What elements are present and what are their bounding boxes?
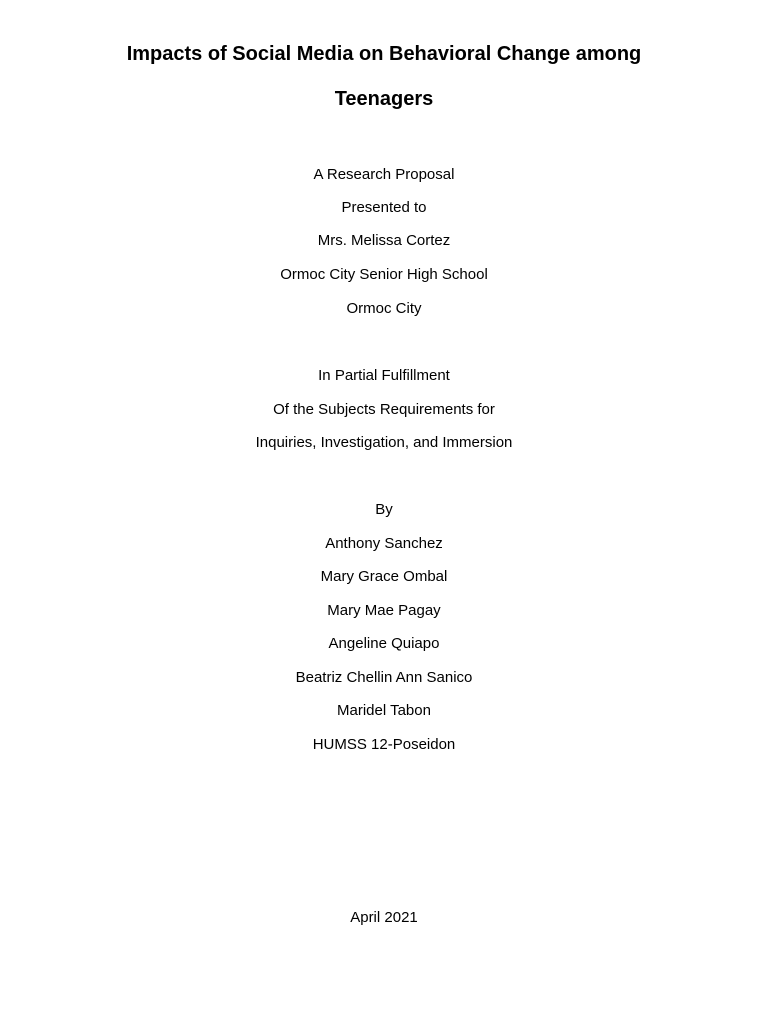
fulfillment-line-1: In Partial Fulfillment <box>318 367 450 384</box>
adviser-name: Mrs. Melissa Cortez <box>317 232 451 249</box>
school-name: Ormoc City Senior High School <box>280 266 488 283</box>
city-name: Ormoc City <box>346 300 422 317</box>
presented-to-label: Presented to <box>341 199 427 216</box>
submission-date: April 2021 <box>350 909 418 926</box>
author-name: Angeline Quiapo <box>328 635 440 652</box>
proposal-type: A Research Proposal <box>313 166 455 183</box>
author-name: Beatriz Chellin Ann Sanico <box>295 669 473 686</box>
fulfillment-line-2: Of the Subjects Requirements for <box>273 401 495 418</box>
author-name: Mary Grace Ombal <box>320 568 448 585</box>
author-name: Maridel Tabon <box>337 702 431 719</box>
subject-name: Inquiries, Investigation, and Immersion <box>255 434 513 451</box>
author-name: Anthony Sanchez <box>325 535 443 552</box>
by-label: By <box>375 501 393 518</box>
class-section: HUMSS 12-Poseidon <box>312 736 456 753</box>
document-title-line-2: Teenagers <box>334 88 434 110</box>
author-name: Mary Mae Pagay <box>327 602 441 619</box>
document-title-line-1: Impacts of Social Media on Behavioral Change among <box>126 43 642 65</box>
